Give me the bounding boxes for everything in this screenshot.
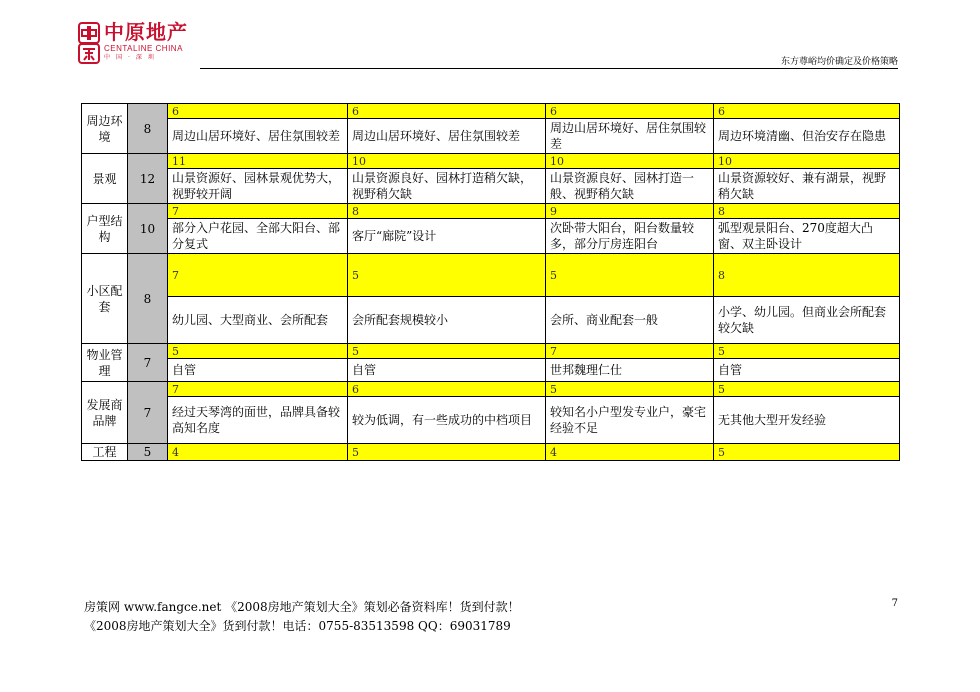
score-cell: 6 <box>714 104 900 119</box>
score-cell: 5 <box>168 344 348 359</box>
desc-cell: 周边山居环境好、居住氛围较差 <box>546 119 714 154</box>
desc-cell: 经过天琴湾的面世，品牌具备较高知名度 <box>168 397 348 444</box>
desc-cell: 无其他大型开发经验 <box>714 397 900 444</box>
desc-cell: 客厅“廊院”设计 <box>348 219 546 254</box>
table-row <box>82 382 900 397</box>
table-row <box>82 119 900 154</box>
desc-cell: 自管 <box>714 359 900 382</box>
score-cell: 6 <box>168 104 348 119</box>
row-label: 周边环境 <box>82 104 128 154</box>
desc-cell: 自管 <box>168 359 348 382</box>
table-row <box>82 397 900 444</box>
desc-cell: 山景资源良好、园林打造一般、视野稍欠缺 <box>546 169 714 204</box>
desc-cell: 会所配套规模较小 <box>348 297 546 344</box>
row-label: 物业管理 <box>82 344 128 382</box>
score-cell: 10 <box>714 154 900 169</box>
desc-cell: 周边山居环境好、居住氛围较差 <box>348 119 546 154</box>
row-label: 户型结构 <box>82 204 128 254</box>
score-cell: 5 <box>546 382 714 397</box>
desc-cell: 山景资源较好、兼有湖景，视野稍欠缺 <box>714 169 900 204</box>
score-cell: 7 <box>168 254 348 297</box>
score-cell: 10 <box>546 154 714 169</box>
score-cell: 7 <box>168 382 348 397</box>
score-cell: 11 <box>168 154 348 169</box>
desc-cell: 小学、幼儿园。但商业会所配套较欠缺 <box>714 297 900 344</box>
logo-english-name: CENTALINE CHINA <box>104 44 183 53</box>
score-cell: 6 <box>348 104 546 119</box>
table-row <box>82 219 900 254</box>
row-label: 小区配套 <box>82 254 128 344</box>
desc-cell: 山景资源好、园林景观优势大，视野较开阔 <box>168 169 348 204</box>
row-weight: 7 <box>128 382 168 444</box>
row-weight: 12 <box>128 154 168 204</box>
row-weight: 10 <box>128 204 168 254</box>
score-cell: 5 <box>348 254 546 297</box>
desc-cell: 会所、商业配套一般 <box>546 297 714 344</box>
row-weight: 5 <box>128 444 168 461</box>
table-row <box>82 254 900 297</box>
desc-cell: 较为低调，有一些成功的中档项目 <box>348 397 546 444</box>
score-cell: 8 <box>714 254 900 297</box>
footer-line-2: 《2008房地产策划大全》货到付款！电话：0755-83513598 QQ：69031789 <box>84 619 511 633</box>
score-cell: 8 <box>348 204 546 219</box>
row-weight: 8 <box>128 254 168 344</box>
desc-cell: 自管 <box>348 359 546 382</box>
desc-cell: 世邦魏理仁仕 <box>546 359 714 382</box>
table-row <box>82 444 900 461</box>
logo-chinese-name: 中原地产 <box>104 20 188 44</box>
table-row <box>82 344 900 359</box>
score-cell: 5 <box>714 382 900 397</box>
score-cell: 4 <box>546 444 714 461</box>
centaline-logo-icon <box>78 22 100 64</box>
desc-cell: 幼儿园、大型商业、会所配套 <box>168 297 348 344</box>
desc-cell: 周边环境清幽、但治安存在隐患 <box>714 119 900 154</box>
desc-cell: 弧型观景阳台、270度超大凸窗、双主卧设计 <box>714 219 900 254</box>
row-label: 景观 <box>82 154 128 204</box>
score-cell: 5 <box>714 344 900 359</box>
score-cell: 10 <box>348 154 546 169</box>
comparison-table <box>81 103 900 461</box>
table-row <box>82 104 900 119</box>
table-row <box>82 204 900 219</box>
desc-cell: 次卧带大阳台，阳台数量较多，部分厅房连阳台 <box>546 219 714 254</box>
row-weight: 8 <box>128 104 168 154</box>
footer-line-1: 房策网 www.fangce.net 《2008房地产策划大全》策划必备资料库！货到付款！ <box>84 600 520 614</box>
score-cell: 5 <box>348 444 546 461</box>
table-row <box>82 359 900 382</box>
desc-cell: 山景资源良好、园林打造稍欠缺，视野稍欠缺 <box>348 169 546 204</box>
desc-cell: 较知名小户型发专业户，豪宅经验不足 <box>546 397 714 444</box>
row-label: 发展商品牌 <box>82 382 128 444</box>
header-divider <box>200 68 898 69</box>
logo-subtitle: 中国·深圳 <box>104 54 160 61</box>
desc-cell: 部分入户花园、全部大阳台、部分复式 <box>168 219 348 254</box>
score-cell: 4 <box>168 444 348 461</box>
row-label: 工程 <box>82 444 128 461</box>
table-row <box>82 154 900 169</box>
table-row <box>82 169 900 204</box>
row-weight: 7 <box>128 344 168 382</box>
company-logo <box>78 20 218 72</box>
score-cell: 5 <box>714 444 900 461</box>
document-title: 东方尊峪均价确定及价格策略 <box>780 57 898 67</box>
score-cell: 8 <box>714 204 900 219</box>
page-number: 7 <box>891 598 898 609</box>
score-cell: 6 <box>348 382 546 397</box>
table-row <box>82 297 900 344</box>
score-cell: 7 <box>168 204 348 219</box>
page-footer <box>84 598 520 636</box>
score-cell: 7 <box>546 344 714 359</box>
score-cell: 5 <box>348 344 546 359</box>
score-cell: 5 <box>546 254 714 297</box>
desc-cell: 周边山居环境好、居住氛围较差 <box>168 119 348 154</box>
score-cell: 9 <box>546 204 714 219</box>
score-cell: 6 <box>546 104 714 119</box>
